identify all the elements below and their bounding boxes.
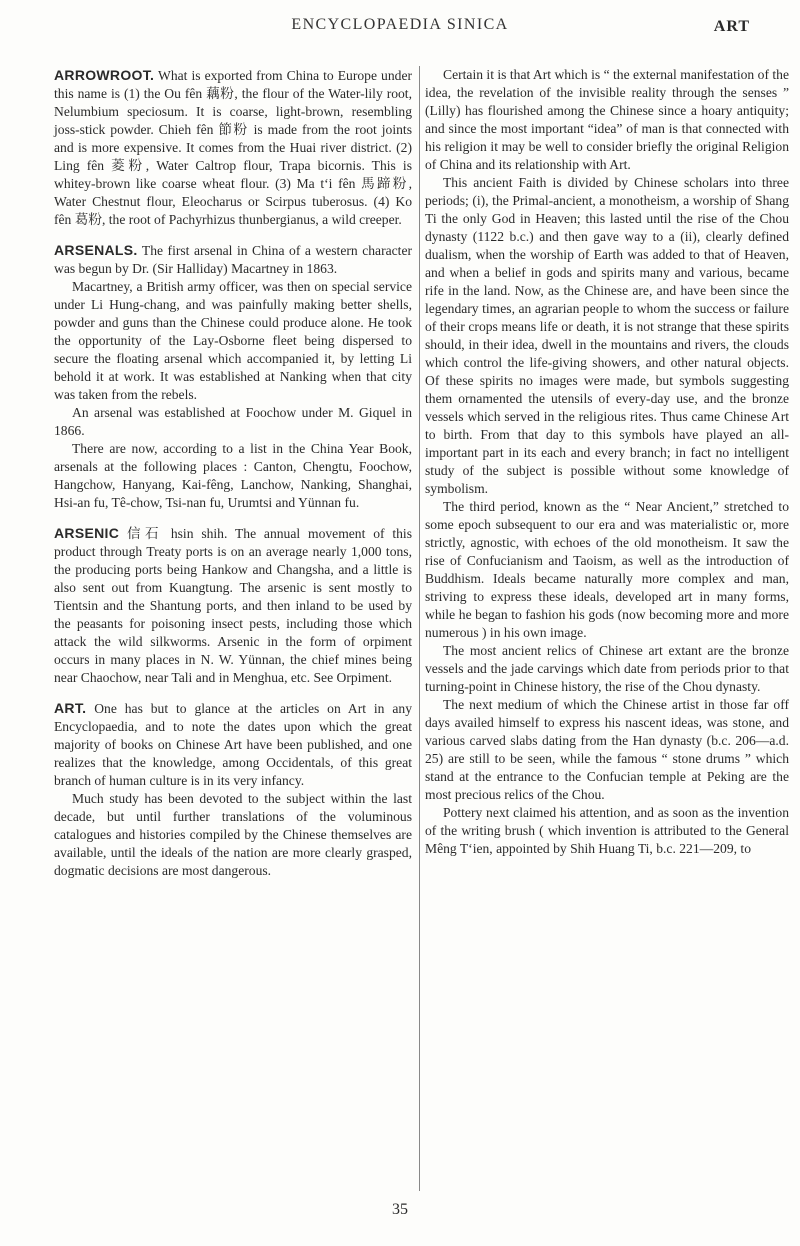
headword: ART. bbox=[54, 700, 87, 716]
running-title: ENCYCLOPAEDIA SINICA bbox=[291, 16, 509, 33]
entry-text: One has but to glance at the articles on Art in any Encyclopaedia, and to note the dates upon which the great majority of books on Chinese Art have been published, and one realizes that the knowledge, among Occidentals, of this great branch of human culture is in its very infancy. bbox=[54, 701, 412, 788]
entry-arsenic bbox=[54, 524, 412, 687]
page-number: 35 bbox=[392, 1201, 408, 1218]
entry-text: What is exported from China to Europe under this name is (1) the Ou fên 藕粉, the flour of the Water-lily root, Nelumbium speciosum. It is coarse, light-brown, resembling joss-stick powder. Chieh fên 節粉 is made from the root joints and is more expensive. It comes from the Huai river district. (2) Ling fên 菱粉, Water Caltrop flour, Trapa bicornis. This is whitey-brown like coarse wheat flour. (3) Ma t‘i fên 馬蹄粉, Water Chestnut flour, Eleocharus or Scirpus tuberosus. (4) Ko fên 葛粉, the root of Pachyrhizus thunbergianus, a wild creeper. bbox=[54, 68, 412, 227]
entry-arrowroot bbox=[54, 66, 412, 229]
paragraph: Much study has been devoted to the subject within the last decade, but until further translations of the voluminous catalogues and histories compiled by the Chinese themselves are available, until the ideals of the nation are more clearly grasped, dogmatic decisions are most dangerous. bbox=[54, 791, 412, 878]
entry-arsenals bbox=[54, 241, 412, 278]
section-label: ART bbox=[713, 18, 750, 35]
right-column bbox=[425, 66, 789, 858]
paragraph: Certain it is that Art which is “ the external manifestation of the idea, the revelation of the invisible reality through the senses ” (Lilly) has flourished among the Chinese since a hoary antiquity; and since the most important “idea” of man is that connected with his religion it may be well to consider briefly the original Religion of China and its relationship with Art. bbox=[425, 67, 789, 172]
paragraph: Macartney, a British army officer, was then on special service under Li Hung-chang, and was painfully making better shells, powder and guns than the Chinese could produce alone. He took the opportunity of the Lay-Osborne fleet being dispersed to secure the floating arsenal which accompanied it, by letting Li behold it at work. It was established at Nanking when that city was taken from the rebels. bbox=[54, 279, 412, 402]
entry-text: The first arsenal in China of a western character was begun by Dr. (Sir Halliday) Macartney in 1863. bbox=[54, 243, 413, 276]
headword: ARSENIC bbox=[54, 525, 120, 541]
paragraph: Pottery next claimed his attention, and as soon as the invention of the writing brush ( which invention is attributed to the General Mêng T‘ien, appointed by Shih Huang Ti, b.c. 221—209, to bbox=[425, 805, 789, 856]
left-column bbox=[54, 66, 412, 880]
entry-art bbox=[54, 699, 412, 790]
paragraph: An arsenal was established at Foochow under M. Giquel in 1866. bbox=[54, 405, 412, 438]
paragraph: The next medium of which the Chinese artist in those far off days availed himself to express his nascent ideas, was stone, and various carved slabs dating from the Han dynasty (b.c. 206—a.d. 25) are still to be seen, while the famous “ stone drums ” which stand at the entrance to the Confucian temple at Peking are the most precious relics of the Chou. bbox=[425, 697, 789, 802]
paragraph: The third period, known as the “ Near Ancient,” stretched to some epoch subsequent to our era and was materialistic or, more strictly, agnostic, with echoes of the old monotheism. It saw the rise of Confucianism and Taoism, as well as the introduction of Buddhism. Ideals became naturally more complex and man, striving to express these ideals, developed art in many forms, while he began to fashion his gods (now becoming more and more numerous ) in his own image. bbox=[425, 499, 789, 640]
column-divider bbox=[419, 66, 420, 1191]
headword: ARROWROOT. bbox=[54, 67, 155, 83]
paragraph: The most ancient relics of Chinese art extant are the bronze vessels and the jade carvings which date from periods prior to that turning-point in Chinese history, the rise of the Chou dynasty. bbox=[425, 643, 789, 694]
paragraph: There are now, according to a list in the China Year Book, arsenals at the following places : Canton, Chengtu, Foochow, Hangchow, Hanyang, Kai-fêng, Lanchow, Nanking, Shanghai, Hsi-an fu, Tê-chow, Tsi-nan fu, Urumtsi and Yünnan fu. bbox=[54, 441, 412, 510]
entry-text: 信石 hsin shih. The annual movement of this product through Treaty ports is on an average nearly 1,000 tons, the producing ports being Hankow and Changsha, and a little is also sent out from Kuangtung. The arsenic is sent mostly to Tientsin and the Shantung ports, and then inland to be used by the peasants for poisoning insect pests, including those which attack the wild silkworms. Arsenic in the form of orpiment occurs in many places in N. W. Yünnan, the chief mines being near Chaochow, near Tali and in Menghua, etc. See Orpiment. bbox=[54, 526, 412, 685]
headword: ARSENALS. bbox=[54, 242, 138, 258]
paragraph: This ancient Faith is divided by Chinese scholars into three periods; (i), the Primal-ancient, a monotheism, a worship of Shang Ti the only God in Heaven; this lasted until the rise of the Chou dynasty (1122 b.c.) and then gave way to a (ii), clearly defined dualism, when the worship of Earth was added to that of Heaven, and when a belief in gods and spirits many and various, became rife in the land. Now, as the Chinese are, and have been since the legendary times, an agrarian people to whom the success or failure of their crops means life or death, it is not strange that these spirits should, in their idea, dwell in the mountains and rivers, the clouds which control the life-giving showers, and other natural objects. Of these spirits no images were made, but symbols suggesting them ornamented the utensils of every-day use, and the bronze vessels which served in the religious rites. Thus came Chinese Art to birth. From that day to this symbols have played an all-important part in its each and every branch; in fact no intelligent study of the subject is possible without some knowledge of symbolism. bbox=[425, 175, 789, 496]
